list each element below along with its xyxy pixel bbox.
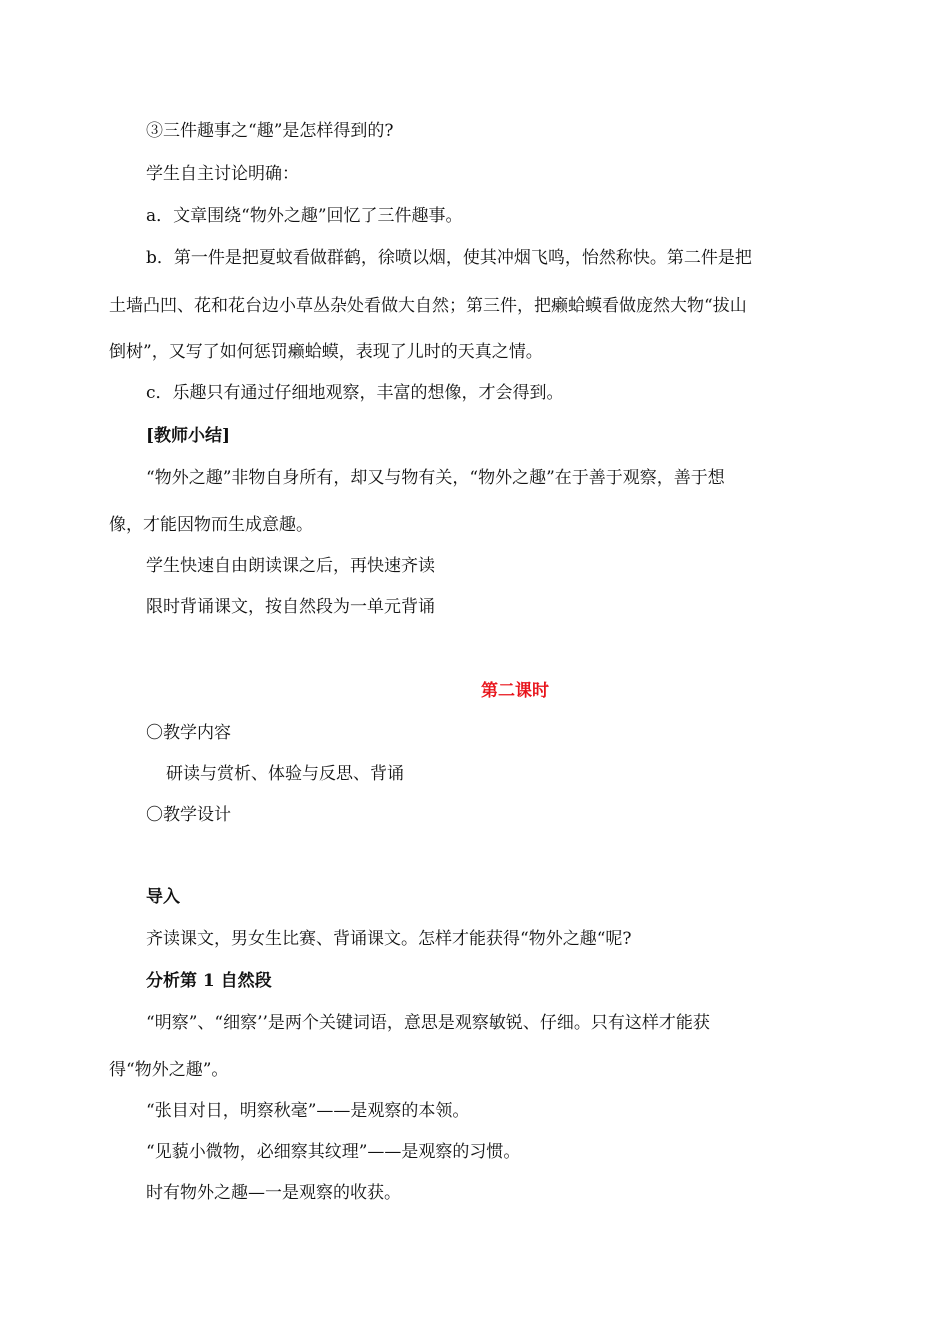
introduction-text: 齐读课文，男女生比赛、背诵课文。怎样才能获得“物外之趣“呢? [146,929,632,949]
lesson-2-title: 第二课时 [481,681,549,701]
observation-quote-3: 时有物外之趣—一是观察的收获。 [146,1183,401,1203]
discussion-intro: 学生自主讨论明确： [146,164,299,184]
teacher-summary-line-2: 像，才能因物而生成意趣。 [109,515,313,535]
teaching-content-text: 研读与赏析、体验与反思、背诵 [166,764,404,784]
teacher-summary-line-1: “物外之趣”非物自身所有，却又与物有关，“物外之趣”在于善于观察，善于想 [146,468,725,488]
teacher-summary-label: [教师小结] [146,426,231,446]
point-c: c．乐趣只有通过仔细地观察，丰富的想像，才会得到。 [146,383,564,403]
observation-quote-1: “张目对日，明察秋毫”——是观察的本领。 [146,1101,470,1121]
point-b-line-1: b．第一件是把夏蚊看做群鹤，徐喷以烟，使其冲烟飞鸣，怡然称快。第二件是把 [146,248,752,268]
question-3: ③三件趣事之“趣”是怎样得到的? [146,121,394,141]
point-b-line-2: 土墙凸凹、花和花台边小草丛杂处看做大自然；第三件，把癞蛤蟆看做庞然大物“拔山 [109,296,747,316]
teaching-design-label: 〇教学设计 [146,805,231,825]
recite-instruction: 限时背诵课文，按自然段为一单元背诵 [146,597,435,617]
teaching-content-label: 〇教学内容 [146,723,231,743]
point-a: a．文章围绕“物外之趣”回忆了三件趣事。 [146,206,463,226]
point-b-line-3: 倒树”，又写了如何惩罚癞蛤蟆，表现了儿时的天真之情。 [109,342,543,362]
fast-reading-instruction: 学生快速自由朗读课之后，再快速齐读 [146,556,435,576]
paragraph-1-analysis-label: 分析第 1 自然段 [146,971,272,991]
observation-quote-2: “见藐小微物，必细察其纹理”——是观察的习惯。 [146,1142,521,1162]
paragraph-1-analysis-line-2: 得“物外之趣”。 [109,1060,229,1080]
paragraph-1-analysis-line-1: “明察”、“细察’’是两个关键词语，意思是观察敏锐、仔细。只有这样才能获 [146,1013,710,1033]
introduction-label: 导入 [146,887,180,907]
